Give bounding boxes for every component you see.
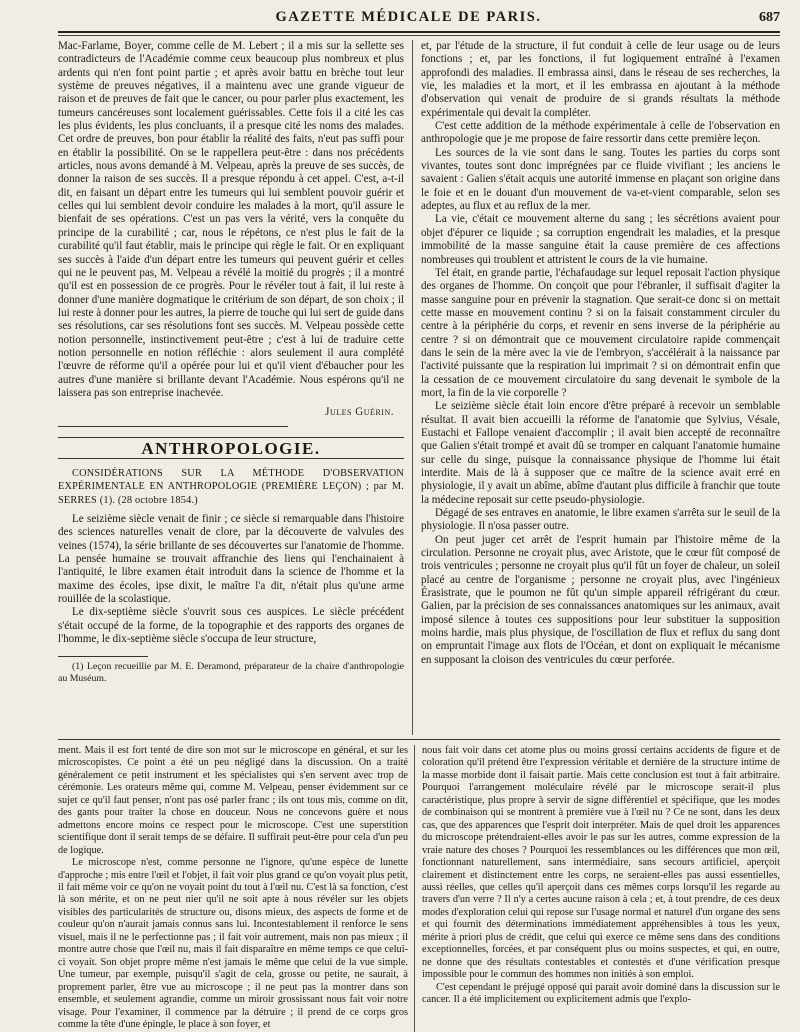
paragraph: Le seizième siècle venait de finir ; ce siècle si remarquable dans l'histoire des sciences naturelles venait de clore, par la découverte de valvules des veines (1574), la série brillante de ses découvertes sur l'anatomie de l'homme. La pensée humaine se trouvait affranchie des liens qui l'enchainaient à l'antiquité, le libre examen était introduit dans la science de l'homme et la maxime des écoles, ipse dixit, le maître l'a dit, n'était plus qu'une arme rouillée de la scolastique. — [58, 513, 404, 606]
paragraph: C'est cette addition de la méthode expérimentale à celle de l'observation en anthropologie que je me propose de faire ressortir dans cette première leçon. — [421, 120, 780, 146]
paragraph: et, par l'étude de la structure, il fut conduit à celle de leur usage ou de leurs fonctions ; et, par les fonctions, il fut logiquement entraîné à l'examen approfondi des maladies. Il embrassa ainsi, dans le réseau de ses recherches, la vie, les maladies et la mort, et il les embrassa en ajoutant à la méthode d'observation qui venait de produire de si grands résultats la méthode expérimentale qui devait la compléter. — [421, 40, 780, 119]
paragraph: Les sources de la vie sont dans le sang. Toutes les parties du corps sont vivantes, toutes sont donc imprégnées par ce fluide vivifiant ; les anciens le savaient : Galien s'était acquis une autorité immense en plaçant son origine dans le foie et en le douant d'un mouvement de va-et-vient comparable, selon ses adeptes, au flux et au reflux de la mer. — [421, 146, 780, 213]
top-left-column — [58, 40, 404, 736]
paragraph: Mac-Farlame, Boyer, comme celle de M. Lebert ; il a mis sur la sellette ses contradicteurs de l'Académie comme ceux beaucoup plus nombreux et plus ardents qui n'en font point partie ; et après avoir battu en brèche tout leur système de preuves négatives, il a maintenu avec une grande vigueur de raison et de preuves de fait que le cancer, ou pour parler plus exactement, les tumeurs cancéreuses sont localement guérissables. Cette fois il a cité les cas les plus évidents, les plus concluants, il a presque cité les noms des malades. Cet ordre de preuves, bon pour établir la réalité des faits, n'eut pas suffi pour en établir la possibilité. On se le rappellera peut-être : dans nos précédents articles, nous avons demandé à M. Velpeau, après la preuve de ses succès, de donner la raison de ses succès. Il a presque répondu à cet appel. C'est, a-t-il dit, en faisant un départ entre les tumeurs qui lui semblent pouvoir guérir et celles qui lui semblent devoir conduire les malades à la mort, qu'il assure le bienfait de ses opérations. C'est un pas vers la vérité, vers la conquête du principe de la curabilité ; car, nous le répétons, ce n'est plus le fait de la curabilité qu'il faut établir, mais le principe qui règle le fait. Or en expliquant ses succès à l'aide d'un départ entre les tumeurs qui peuvent guérir et celles qui ne le peuvent pas, M. Velpeau a révélé la moitié du progrès ; il a montré qu'il est en possession de ce progrès. Pour le révéler tout à fait, il lui reste à donner d'une manière dogmatique le critérium de son départ, de son choix ; il lui reste à donner pour les autres, la pierre de touche qui lui sert de guide dans ses résolutions, car ses résolutions font ses succès. M. Velpeau possède cette notion personnelle, instinctivement peut-être ; c'est à lui de traduire cette notion personnelle en notion réfléchie : alors seulement il aura complété l'œuvre de réforme qu'il a opérée pour lui et qu'il vient d'ébaucher pour les autres d'une manière si brillante devant l'Académie. Nous espérons qu'il ne laissera pas son entreprise inachevée. — [58, 40, 404, 399]
author-signature: Jules Guérin. — [325, 406, 394, 419]
paragraph: Tel était, en grande partie, l'échafaudage sur lequel reposait l'action physique des organes de l'homme. On conçoit que pour l'ébranler, il suffisait d'agiter la masse sanguine pour en prévenir la stagnation. Que serait-ce donc si on mettait cette masse en mouvement continu ? si on la faisait constamment circuler du centre à la périphérie du corps, et revenir en sens inverse de la périphérie au centre ? si on démontrait que ce mouvement circulatoire rapide commençait dans le sein de la mère avec la vie de l'embryon, s'accélérait à la naissance par l'activité puissante que la respiration lui imprimait ? si on démontrait enfin que la cessation de ce mouvement circulatoire du sang devenait le symbole de la mort, la fin de la vie corporelle ? — [421, 266, 780, 399]
section-title: ANTHROPOLOGIE. — [58, 437, 404, 459]
journal-title: GAZETTE MÉDICALE DE PARIS. — [275, 9, 542, 25]
article-title: CONSIDÉRATIONS SUR LA MÉTHODE D'OBSERVATION EXPÉRIMENTALE EN ANTHROPOLOGIE (PREMIÈRE LEÇON) ; par M. SERRES (1). (28 octobre 1854.) — [58, 467, 404, 506]
running-header — [58, 9, 780, 33]
paragraph: Le seizième siècle était loin encore d'être préparé à recevoir un semblable résultat. Il avait bien accueilli la réforme de l'anatomie que Sylvius, Vésale, Eustachi et Fallope venaient d'accomplir ; il avait bien accepté de reconnaître que Galien s'était trompé et avait dû se tromper en calquant l'anatomie humaine sur celle du singe, puisque la connaissance physique de l'homme lui était interdite. Mais de là à supposer que ce maître de la science avait erré en physiologie, il y avait un abîme, abîme d'autant plus difficile à franchir que toute la médecine reposait sur cette pseudo-physiologie. — [421, 400, 780, 506]
feuilleton-rule — [58, 739, 780, 740]
column-divider-bottom — [414, 745, 415, 1032]
paragraph: On peut juger cet arrêt de l'esprit humain par l'histoire même de la circulation. Personne ne croyait plus, avec Aristote, que le cœur fût composé de trois ventricules ; personne ne croyait plus qu'il fût un foyer de chaleur, un soleil placé au centre de l'organisme ; personne ne croyait plus, avec l'ingénieux Érasistrate, que le poumon ne fût qu'un simple appareil réfrigérant du cœur. Galien, par la précision de ses connaissances anatomiques sur les animaux, avait imposé silence à toutes ces suppositions pour leur substituer la supposition moins hardie, mais plus physique, de l'oscillation de flux et reflux du sang dont on empruntait l'image aux flots de l'Océan, et dont on expliquait le mécanisme en supposant la cloison des ventricules du cœur perforée. — [421, 533, 780, 666]
section-separator — [58, 426, 288, 427]
header-rule — [58, 35, 780, 36]
paragraph: nous fait voir dans cet atome plus ou moins grossi certains accidents de figure et de coloration qu'il prétend être l'expression véritable et dernière de la structure intime de la masse morbide dont il faisait partie. Mais cette conclusion est tout à fait arbitraire. Pourquoi l'arrangement moléculaire révélé par le microscope serait-il plus caractéristique, plus propre à servir de signe différentiel et spécifique, que les modes de combinaison qui se montrent à première vue à l'œil nu ? Ce ne sont, dans les deux cas, que des apparences que l'esprit doit interpréter. Mais de quel droit les apparences du microscope prétendraient-elles avoir le pas sur les autres, comme expression de la vraie nature des choses ? Pourquoi les ressemblances ou les différences que mon œil, fonctionnant naturellement, sans intermédiaire, sans secours artificiel, aperçoit clairement et distinctement entre les corps, ne seraient-elles pas aussi essentielles, aussi réelles, que celles qu'il aperçoit dans ces mêmes corps lorsqu'il les regarde au travers d'un verre ? Il n'y a certes aucune raison à cela ; et, à tout prendre, de ces deux modes d'exploration celui qui repose sur l'usage normal et naturel d'un organe des sens et qui fournit des déterminations immédiatement appréhensibles à tous les yeux, mérite à priori plus de crédit, que celui qui exerce ce même sens dans des conditions exceptionnelles, forcées, et par conséquent plus ou moins suspectes, et qui, en outre, ne donne que des résultats contestables et contestés et d'une vérification presque impossible pour le commun des hommes non initiés à son emploi. — [422, 745, 780, 981]
bottom-right-column — [422, 745, 780, 1029]
paragraph: C'est cependant le préjugé opposé qui parait avoir dominé dans la discussion sur le cancer. Il a été implicitement ou explicitement admis que l'explo- — [422, 981, 780, 1006]
bottom-left-column — [58, 745, 408, 1029]
top-right-column — [421, 40, 780, 736]
footnote: (1) Leçon recueillie par M. E. Deramond, préparateur de la chaire d'anthropologie au Muséum. — [58, 661, 404, 685]
paragraph: Dégagé de ses entraves en anatomie, le libre examen s'arrêta sur le seuil de la physiologie. Il n'osa passer outre. — [421, 507, 780, 533]
column-divider — [412, 40, 413, 735]
footnote-rule — [58, 656, 148, 657]
paragraph: Le microscope n'est, comme personne ne l'ignore, qu'une espèce de lunette d'approche ; mis entre l'œil et l'objet, il fait voir plus grand ce qu'on voyait plus petit, il fait même voir ce qu'on ne voyait point du tout à l'œil nu. C'est là sa fonction, c'est là son mérite, et on ne peut nier qu'il ne soit apte à nous révéler sur les objets visibles des particularités de structure ou, disons mieux, des aspects de forme et de couleur qu'on n'aurait jamais connus sans lui. Incontestablement il renforce le sens visuel, mais il ne le perfectionne pas ; il fait voir autrement, mais non pas mieux ; il montre autre chose que l'œil nu, mais il fait disparaître en même temps ce que celui-ci voyait. Son objet propre même n'est jamais le même que celui de la vue simple. Une tumeur, par exemple, puisqu'il s'agit de cela, grosse ou petite, ne saurait, à proprement parler, être vue au microscope ; il ne peut pas la montrer dans son ensemble, et seulement agrandie, comme un miroir grossissant nous fait voir notre visage. Pour l'examiner, il commence par la détruire ; il prend de ce corps gros comme la tête d'une épingle, le place à son foyer, et — [58, 857, 408, 1029]
paragraph: La vie, c'était ce mouvement alterne du sang ; les sécrétions avaient pour objet d'épurer ce liquide ; sa corruption engendrait les maladies, et la presque immobilité de la masse sanguine était la cause première de ces affections nombreuses qui troublent et attristent le cours de la vie humaine. — [421, 213, 780, 266]
paragraph: ment. Mais il est fort tenté de dire son mot sur le microscope en général, et sur les microscopistes. Ce point a été un peu négligé dans la discussion. On a traité généralement ce petit instrument et les spécialistes qui s'en servent avec trop de cérémonie. Les orateurs même qui, comme M. Velpeau, penser évidemment sur ce sujet ce qu'il faut penser, n'ont pas osé parler franc ; ils ont tous mis, comme on dit, des gants pour traiter la chose en douceur. Nous ne concevons guère et nous admettons encore moins ce respect pour le microscope. C'est une superstition scientifique dont il serait temps de se défaire. Il suffirait peut-être pour cela d'un peu de logique. — [58, 745, 408, 856]
paragraph: Le dix-septième siècle s'ouvrit sous ces auspices. Le siècle précédent s'était occupé de la forme, de la topographie et des rapports des organes de l'homme, le dix-septième siècle s'occupa de leur structure, — [58, 606, 404, 646]
page-number: 687 — [759, 10, 780, 25]
